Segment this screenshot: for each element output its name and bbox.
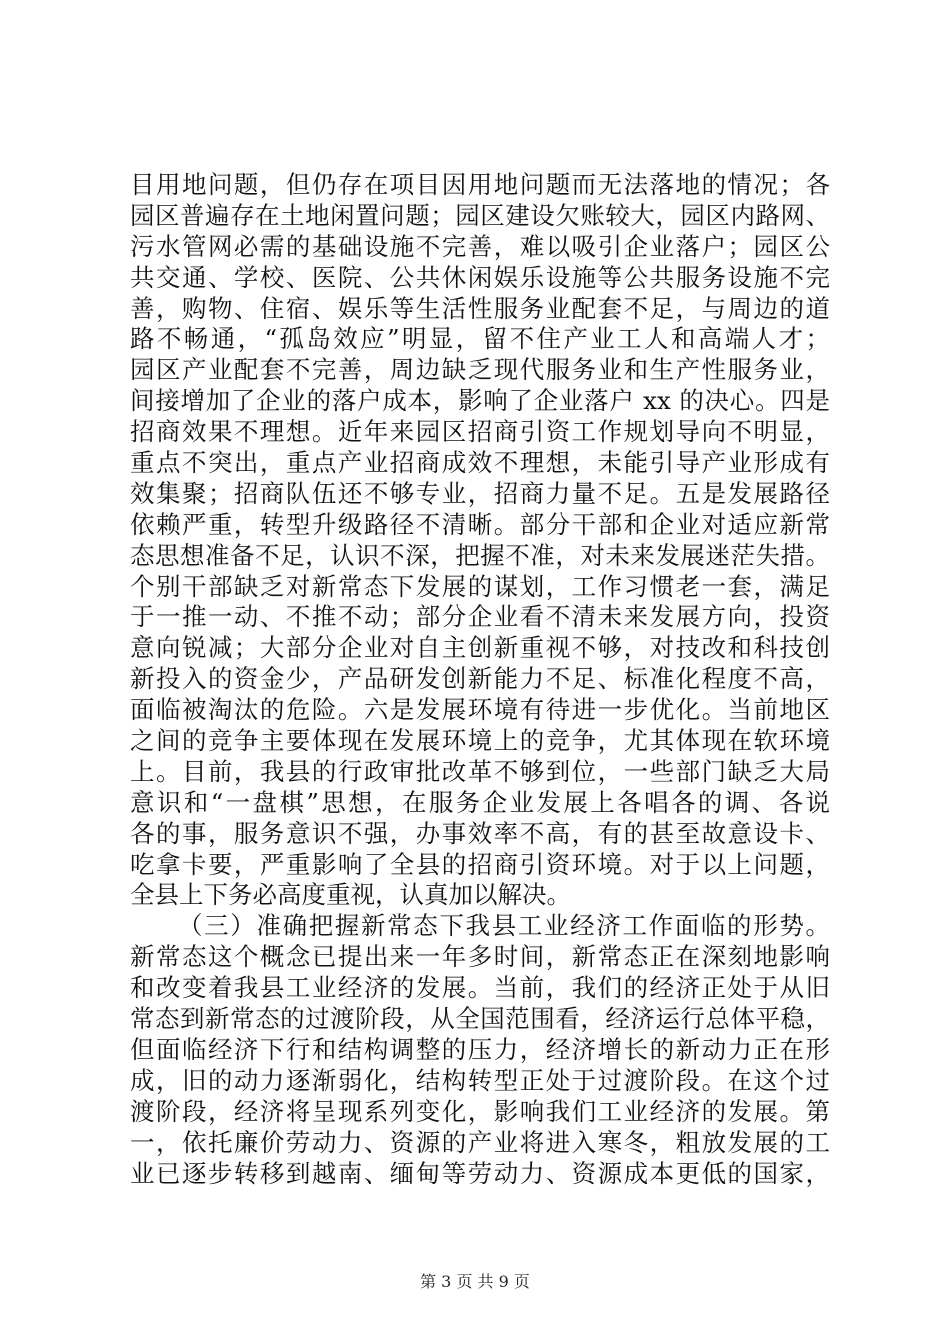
text-line: 善，购物、住宿、娱乐等生活性服务业配套不足，与周边的道 [130, 293, 830, 323]
text-line: 依赖严重，转型升级路径不清晰。部分干部和企业对适应新常 [130, 509, 830, 539]
paragraph-end-line: 全县上下务必高度重视，认真加以解决。 [130, 880, 571, 910]
text-line: 园区普遍存在土地闲置问题；园区建设欠账较大，园区内路网、 [130, 200, 830, 230]
text-line: 污水管网必需的基础设施不完善，难以吸引企业落户；园区公 [130, 231, 830, 261]
text-line: 但面临经济下行和结构调整的压力，经济增长的新动力正在形 [130, 1034, 830, 1064]
text-line: 目用地问题，但仍存在项目因用地问题而无法落地的情况；各 [130, 170, 830, 199]
section-heading-line: （三）准确把握新常态下我县工业经济工作面临的形势。 [178, 911, 830, 941]
text-line: 渡阶段，经济将呈现系列变化，影响我们工业经济的发展。第 [130, 1096, 830, 1126]
text-line: 意向锐减；大部分企业对自主创新重视不够，对技改和科技创 [130, 633, 830, 663]
page-number-footer: 第 3 页 共 9 页 [420, 1272, 530, 1291]
text-line: 意识和“一盘棋”思想，在服务企业发展上各唱各的调、各说 [130, 787, 830, 817]
text-line: 一，依托廉价劳动力、资源的产业将进入寒冬，粗放发展的工 [130, 1127, 830, 1157]
text-line: 态思想准备不足，认识不深，把握不准，对未来发展迷茫失措。 [130, 540, 830, 570]
text-line: 常态到新常态的过渡阶段，从全国范围看，经济运行总体平稳， [130, 1004, 830, 1034]
text-line: 和改变着我县工业经济的发展。当前，我们的经济正处于从旧 [130, 973, 830, 1003]
text-line: 于一推一动、不推不动；部分企业看不清未来发展方向，投资 [130, 602, 830, 632]
text-line: 间接增加了企业的落户成本，影响了企业落户 xx 的决心。四是 [130, 386, 830, 416]
text-line: 面临被淘汰的危险。六是发展环境有待进一步优化。当前地区 [130, 695, 830, 725]
body-text [130, 170, 830, 1189]
text-line: 个别干部缺乏对新常态下发展的谋划，工作习惯老一套，满足 [130, 571, 830, 601]
text-line: 各的事，服务意识不强，办事效率不高，有的甚至故意设卡、 [130, 818, 830, 848]
text-line: 共交通、学校、医院、公共休闲娱乐设施等公共服务设施不完 [130, 262, 830, 292]
text-line: 效集聚；招商队伍还不够专业，招商力量不足。五是发展路径 [130, 478, 830, 508]
text-line: 重点不突出，重点产业招商成效不理想，未能引导产业形成有 [130, 448, 830, 478]
text-line: 之间的竞争主要体现在发展环境上的竞争，尤其体现在软环境 [130, 726, 830, 756]
text-line: 园区产业配套不完善，周边缺乏现代服务业和生产性服务业， [130, 355, 830, 385]
text-line: 新投入的资金少，产品研发创新能力不足、标准化程度不高， [130, 664, 830, 694]
text-line: 路不畅通，“孤岛效应”明显，留不住产业工人和高端人才； [130, 324, 830, 354]
text-line: 业已逐步转移到越南、缅甸等劳动力、资源成本更低的国家， [130, 1158, 830, 1188]
text-line: 招商效果不理想。近年来园区招商引资工作规划导向不明显， [130, 417, 830, 447]
text-line: 新常态这个概念已提出来一年多时间，新常态正在深刻地影响 [130, 942, 830, 972]
text-line: 成，旧的动力逐渐弱化，结构转型正处于过渡阶段。在这个过 [130, 1065, 830, 1095]
text-line: 吃拿卡要，严重影响了全县的招商引资环境。对于以上问题， [130, 849, 830, 879]
text-line: 上。目前，我县的行政审批改革不够到位，一些部门缺乏大局 [130, 756, 830, 786]
